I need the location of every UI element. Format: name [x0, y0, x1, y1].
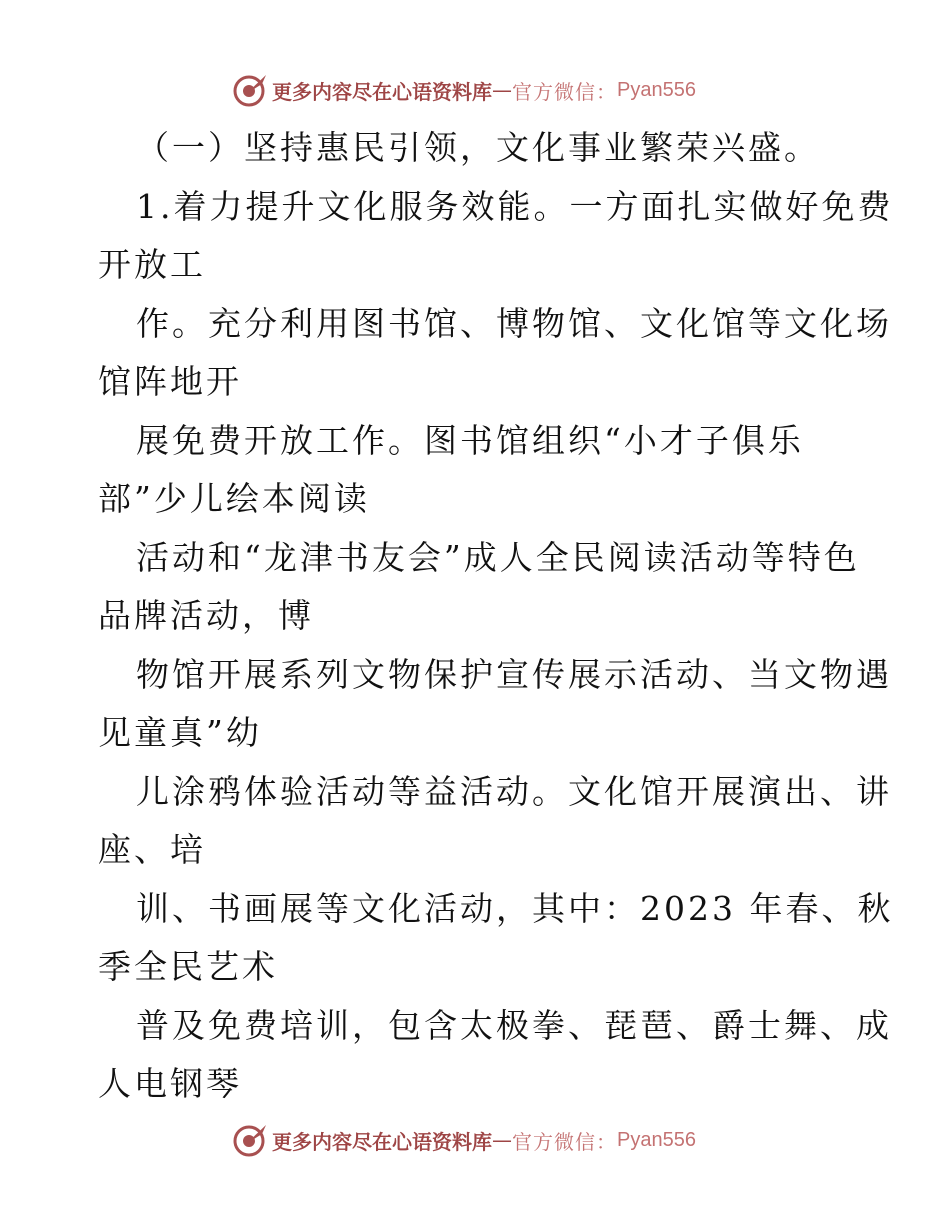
section-heading: （一）坚持惠民引领，文化事业繁荣兴盛。 [136, 128, 820, 167]
text-line: 普及免费培训，包含太极拳、琵琶、爵士舞、成 [136, 1006, 892, 1045]
footer-banner [232, 1122, 696, 1158]
text-line: 季全民艺术 [98, 947, 278, 986]
text-line: 品牌活动，博 [98, 596, 314, 635]
text-line: 展免费开放工作。图书馆组织“小才子俱乐 [136, 421, 804, 460]
header-banner [232, 72, 696, 108]
text-line: 1.着力提升文化服务效能。一方面扎实做好免费 [136, 187, 894, 226]
banner-main-text: 更多内容尽在心语资料库 [272, 1129, 492, 1154]
banner-wechat-label: 官方微信： [512, 1129, 617, 1154]
text-line: 开放工 [98, 245, 206, 284]
text-line: 物馆开展系列文物保护宣传展示活动、当文物遇 [136, 655, 892, 694]
banner-main-text: 更多内容尽在心语资料库 [272, 79, 492, 104]
banner-wechat-label: 官方微信： [512, 79, 617, 104]
text-line: 人电钢琴 [98, 1064, 242, 1103]
text-line: 作。充分利用图书馆、博物馆、文化馆等文化场 [136, 304, 892, 343]
text-line: 部”少儿绘本阅读 [98, 479, 370, 518]
banner-wechat-id: Pyan556 [617, 78, 696, 101]
text-line: 儿涂鸦体验活动等益活动。文化馆开展演出、讲 [136, 772, 892, 811]
banner-wechat-id: Pyan556 [617, 1128, 696, 1151]
text-line: 活动和“龙津书友会”成人全民阅读活动等特色 [136, 538, 860, 577]
quill-logo-icon [232, 1122, 270, 1158]
text-line: 座、培 [98, 830, 206, 869]
text-line: 馆阵地开 [98, 362, 242, 401]
quill-logo-icon [232, 72, 270, 108]
banner-separator: — [492, 1128, 512, 1152]
text-line: 训、书画展等文化活动，其中：2023 年春、秋 [136, 889, 894, 928]
banner-separator: — [492, 78, 512, 102]
text-line: 见童真”幼 [98, 713, 262, 752]
